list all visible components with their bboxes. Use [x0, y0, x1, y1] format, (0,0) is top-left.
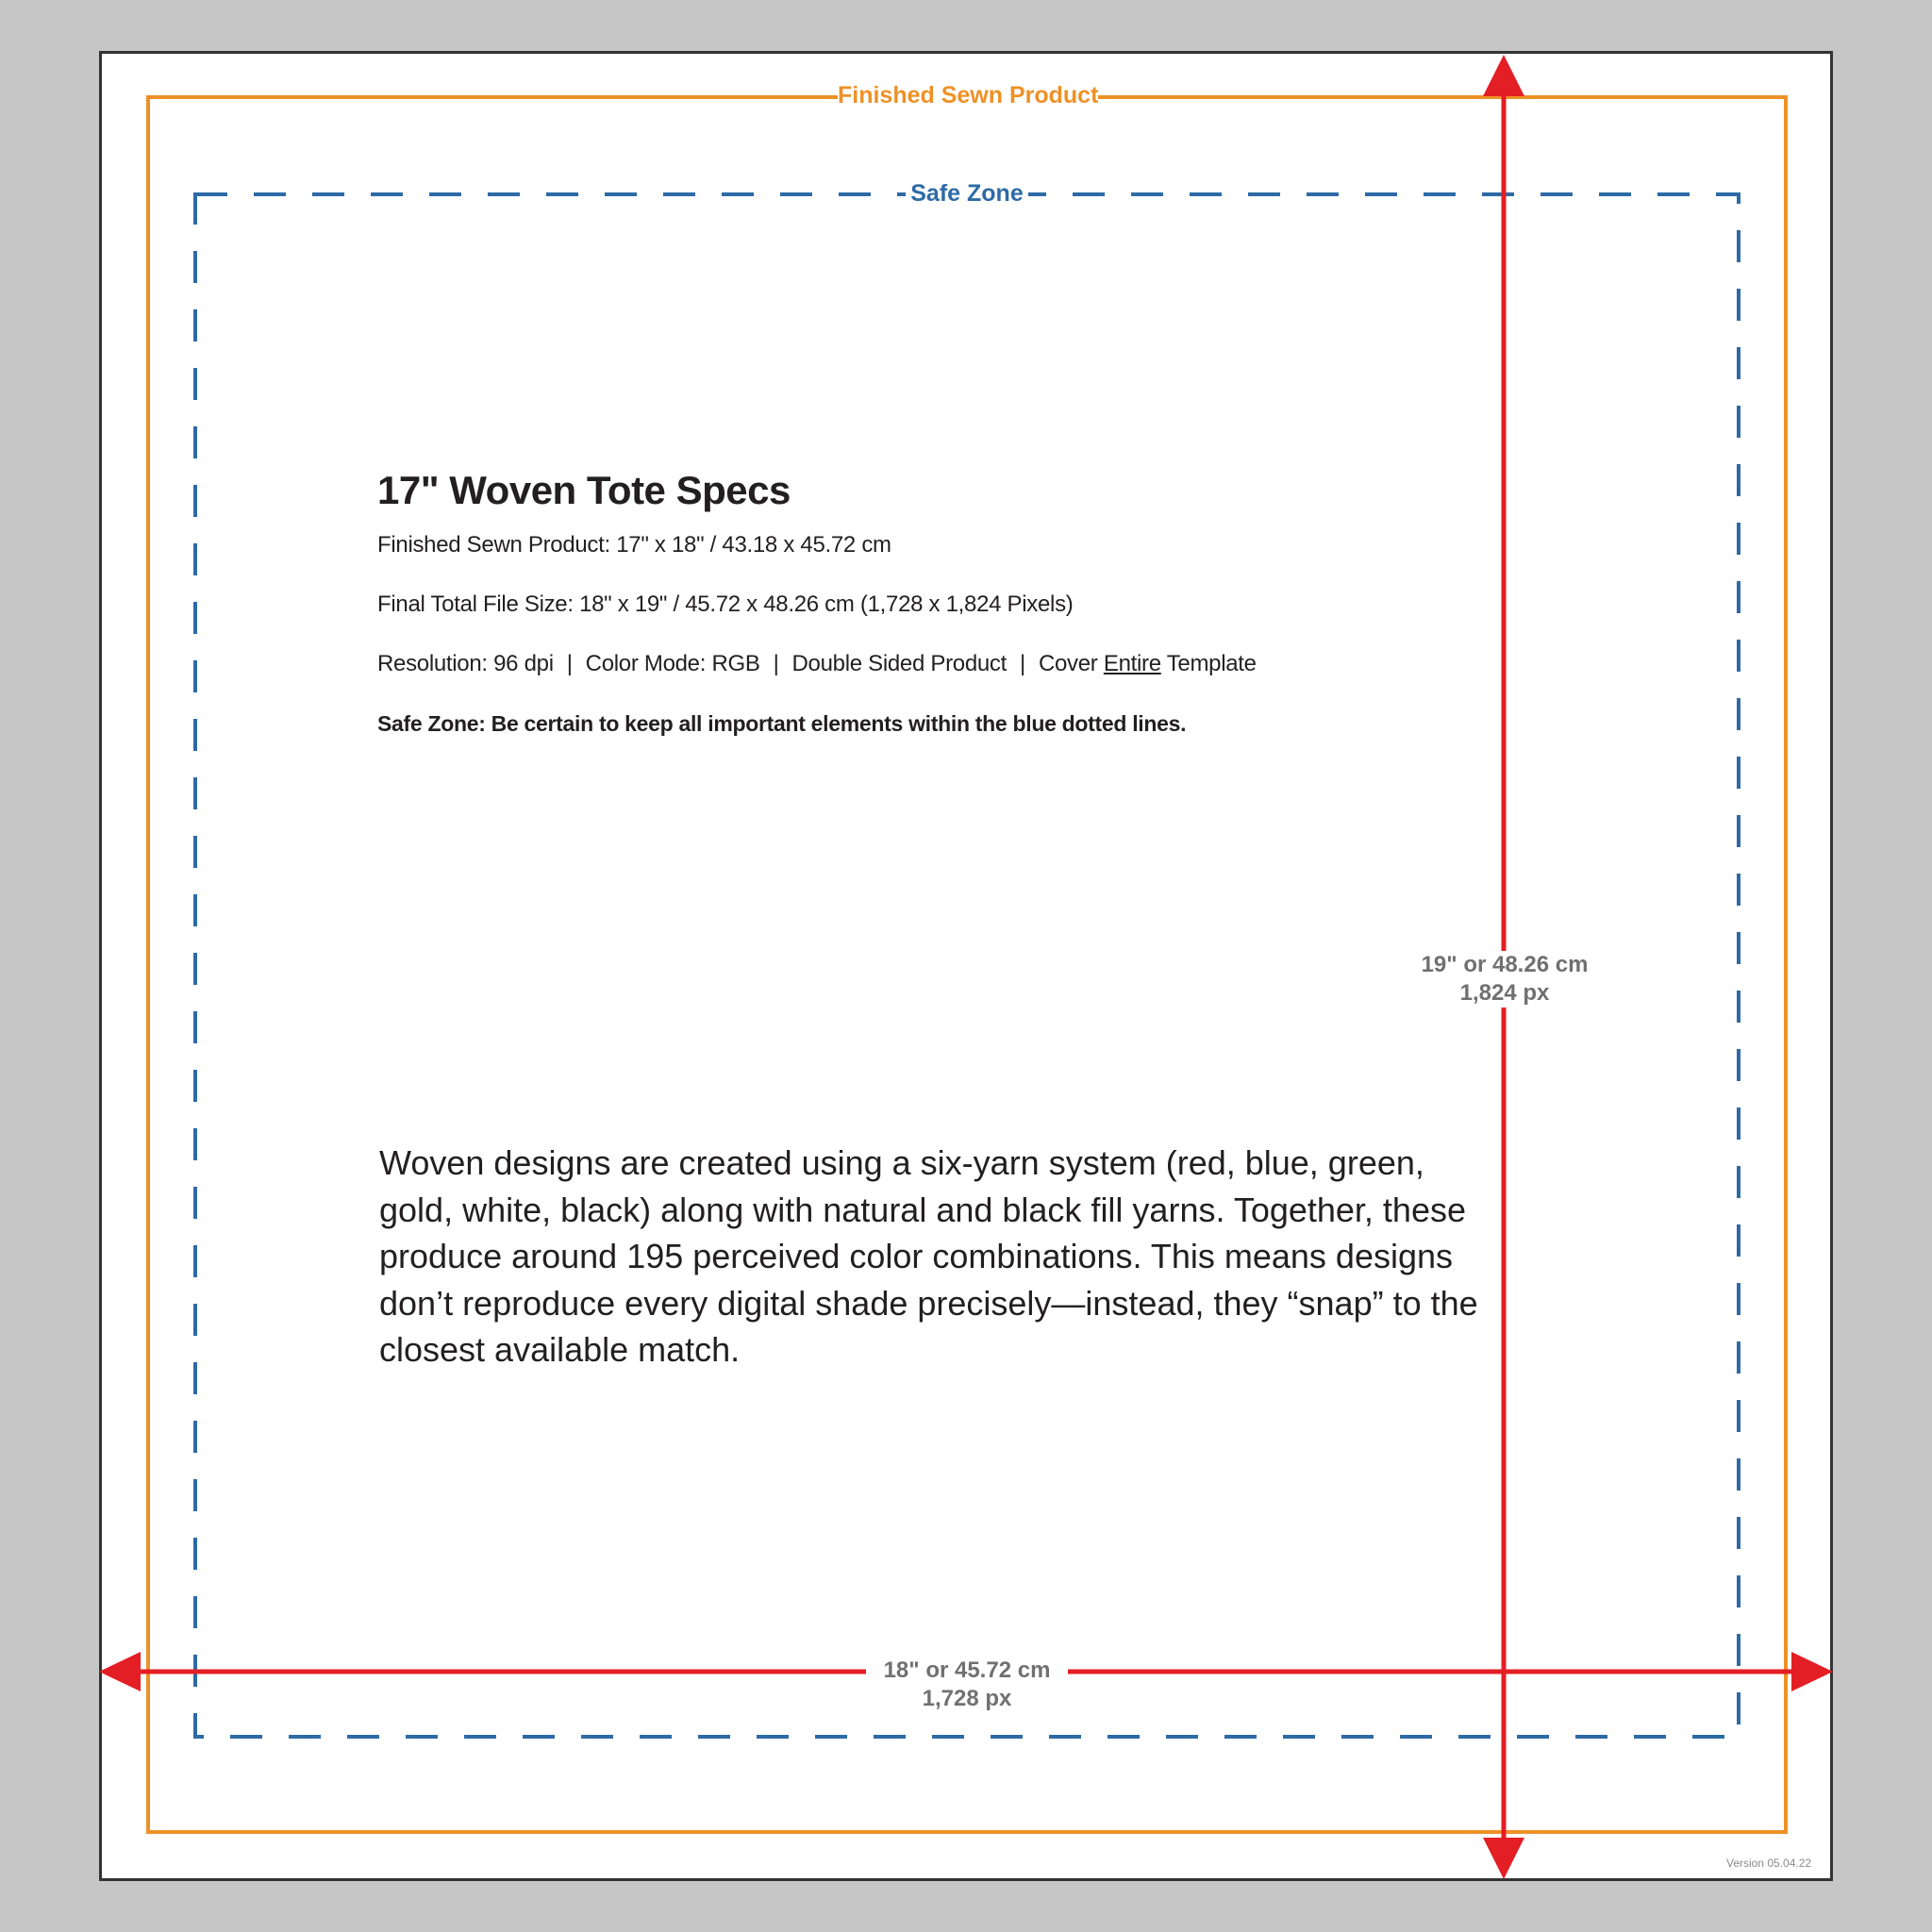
separator: |: [773, 651, 779, 676]
arrow-left-icon: [99, 1652, 141, 1691]
sides-spec: Double Sided Product: [791, 651, 1008, 676]
finished-size-line: Finished Sewn Product: 17" x 18" / 43.18 x 45.72 cm: [377, 532, 891, 558]
finished-sewn-product-label: Finished Sewn Product: [838, 79, 1098, 111]
resolution-spec: Resolution: 96 dpi: [377, 651, 554, 676]
height-dimension-label: [1406, 951, 1604, 1008]
cover-prefix: Cover: [1038, 651, 1098, 676]
separator: |: [566, 651, 573, 676]
version-label: Version 05.04.22: [1726, 1857, 1812, 1870]
width-dimension-px: 1,728 px: [922, 1686, 1012, 1711]
safe-zone-label: Safe Zone: [906, 177, 1028, 209]
arrow-right-icon: [1791, 1652, 1833, 1691]
file-size-line: Final Total File Size: 18" x 19" / 45.72 x 48.26 cm (1,728 x 1,824 Pixels): [377, 591, 1074, 617]
separator: |: [1020, 651, 1025, 676]
spec-block: [377, 464, 1415, 768]
safe-zone-note: Safe Zone: Be certain to keep all important elements within the blue dotted lines.: [377, 711, 1187, 736]
cover-emphasis: Entire: [1103, 651, 1161, 676]
color-mode-spec: Color Mode: RGB: [585, 651, 760, 676]
spec-title: 17" Woven Tote Specs: [377, 468, 791, 512]
cover-suffix: Template: [1166, 651, 1257, 676]
height-dimension-px: 1,824 px: [1459, 980, 1550, 1006]
spec-details-line: [377, 649, 1415, 679]
height-dimension-inches-cm: 19" or 48.26 cm: [1421, 952, 1589, 977]
woven-color-notice: Woven designs are created using a six-yarn system (red, blue, green, gold, white, black) along with natural and black fill yarns. Together, these produce around 195 perceived color combinations. This means designs don’t reproduce every digital shade precisely—instead, they “snap” to the closest available match.: [379, 1143, 1478, 1369]
arrow-down-icon: [1483, 1838, 1524, 1879]
width-dimension-inches-cm: 18" or 45.72 cm: [883, 1657, 1051, 1683]
width-dimension-label: [866, 1657, 1068, 1713]
arrow-up-icon: [1483, 55, 1524, 96]
